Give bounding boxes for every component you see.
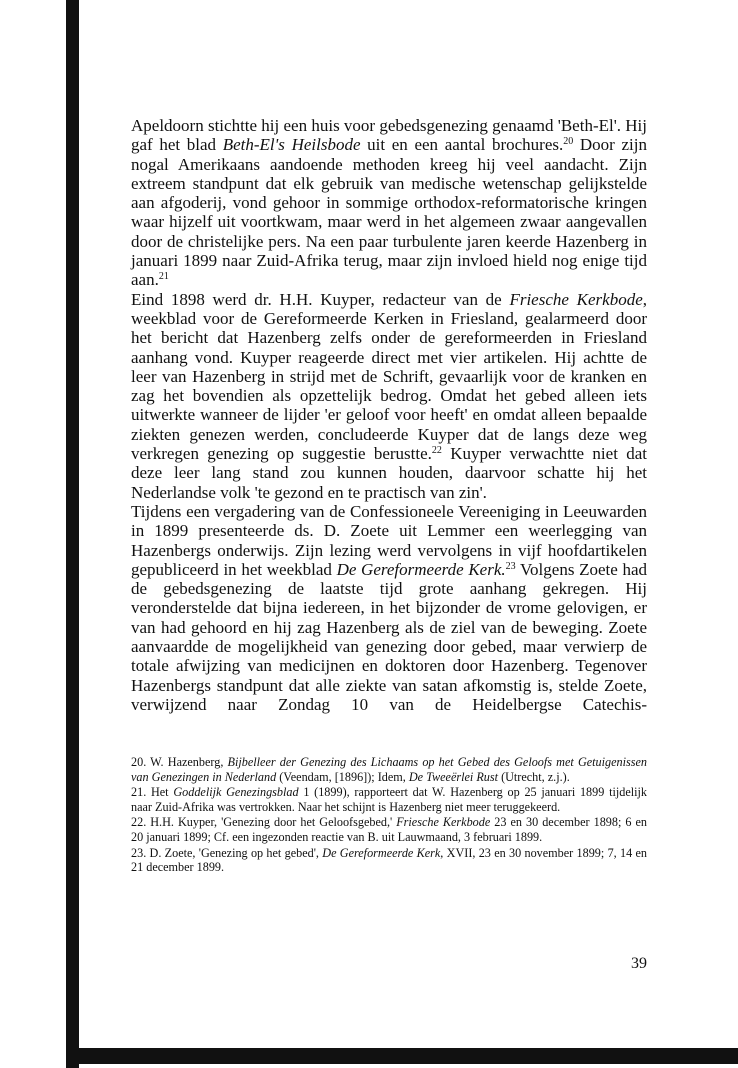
italic-title: Beth-El's Heilsbode (222, 135, 361, 155)
italic-title: De Gereformeerde Kerk. (336, 559, 506, 579)
footnotes (131, 755, 647, 876)
italic-title: Friesche Kerkbode (509, 289, 643, 309)
scan-edge-left (66, 0, 79, 1068)
footnote-22: 22. H.H. Kuyper, 'Genezing door het Geloofsgebed,' Friesche Kerkbode 23 en 30 december 1898; 6 en 20 januari 1899; Cf. een ingezonden reactie van B. uit Lauwmaand, 3 februari 1899. (131, 815, 647, 844)
footnote-ref-21: 21 (158, 271, 169, 283)
footnote-20: 20. W. Hazenberg, Bijbelleer der Genezing des Lichaams op het Gebed des Geloofs met Getuigenissen van Genezingen in Nederland (Veendam, [1896]); Idem, De Tweeërlei Rust (Utrecht, z.j.). (131, 755, 647, 784)
text-run: Volgens Zoete had de gebedsgenezing de laatste tijd grote aanhang gekregen. Hij veronderstelde dat bijna iedereen, in het bijzonder de vrome gelovigen, er van had gehoord en hij zag Hazenberg als de ziel van de beweging. Zoete aanvaardde de mogelijkheid van genezing door gebed, maar verwierp de totale afwijzing van medicijnen en doktoren door Hazenberg. Tegenover Hazenbergs standpunt dat alle ziekte van satan afkomstig is, stelde Zoete, verwijzend naar Zondag 10 van de Heidelbergse Catechis- (131, 559, 648, 714)
footnote-ref-22: 22 (431, 445, 442, 457)
footnote-ref-23: 23 (505, 560, 516, 572)
text-run: Apeldoorn stichtte hij een huis voor gebedsgenezing genaamd 'Beth-El'. Hij gaf het blad (131, 116, 647, 155)
footnote-21: 21. Het Goddelijk Genezingsblad 1 (1899), rapporteert dat W. Hazenberg op 25 januari 1899 tijdelijk naar Zuid-Afrika was vertrokken. Naar het schijnt is Hazenberg niet meer teruggekeerd. (131, 785, 647, 814)
paragraph-2 (131, 290, 647, 502)
paragraph-3 (131, 502, 647, 714)
paragraph-1 (131, 116, 647, 290)
footnote-ref-20: 20 (563, 136, 574, 148)
text-run: uit en een aantal brochures. (360, 135, 564, 155)
footnote-23: 23. D. Zoete, 'Genezing op het gebed', De Gereformeerde Kerk, XVII, 23 en 30 november 1899; 7, 14 en 21 december 1899. (131, 845, 647, 875)
scan-edge-bottom (66, 1048, 738, 1064)
text-run: Door zijn nogal Amerikaans aandoende methoden kreeg hij veel aandacht. Zijn extreem standpunt dat elk gebruik van medische wetenschap gelijkstelde aan afgoderij, vond gehoor in sommige orthodox-reformatorische kringen waar hijzelf uit voortkwam, maar werd in het algemeen zwaar aangevallen door de christelijke pers. Na een paar turbulente jaren keerde Hazenberg in januari 1899 naar Zuid-Afrika terug, maar zijn invloed hield nog enige tijd aan. (131, 135, 647, 290)
text-run: Tijdens een vergadering van de Confessioneele Vereeniging in Leeuwarden in 1899 presenteerde ds. D. Zoete uit Lemmer een weerlegging van Hazenbergs onderwijs. Zijn lezing werd vervolgens in vijf hoofdartikelen gepubliceerd in het weekblad (131, 501, 647, 579)
text-run: Eind 1898 werd dr. H.H. Kuyper, redacteur van de (131, 289, 510, 309)
body-text (131, 116, 647, 714)
text-run: Kuyper verwachtte niet dat deze leer lang stand zou kunnen houden, daarvoor schatte hij het Nederlandse volk 'te gezond en te practisch van zin'. (131, 444, 647, 502)
text-run: , weekblad voor de Gereformeerde Kerken in Friesland, gealarmeerd door het bericht dat Hazenberg zelfs onder de gereformeerden in Friesland aanhang vond. Kuyper reageerde direct met vier artikelen. Hij achtte de leer van Hazenberg in strijd met de Schrift, gevaarlijk voor de kranken en zag het bovendien als opzettelijk bedrog. Omdat het gebed alleen iets uitwerkte wanneer de lijder 'er geloof voor heeft' en omdat alleen bepaalde ziekten genezen werden, concludeerde Kuyper dat de langs deze weg verkregen genezing op suggestie berustte. (131, 289, 647, 464)
page-number: 39 (631, 955, 647, 972)
